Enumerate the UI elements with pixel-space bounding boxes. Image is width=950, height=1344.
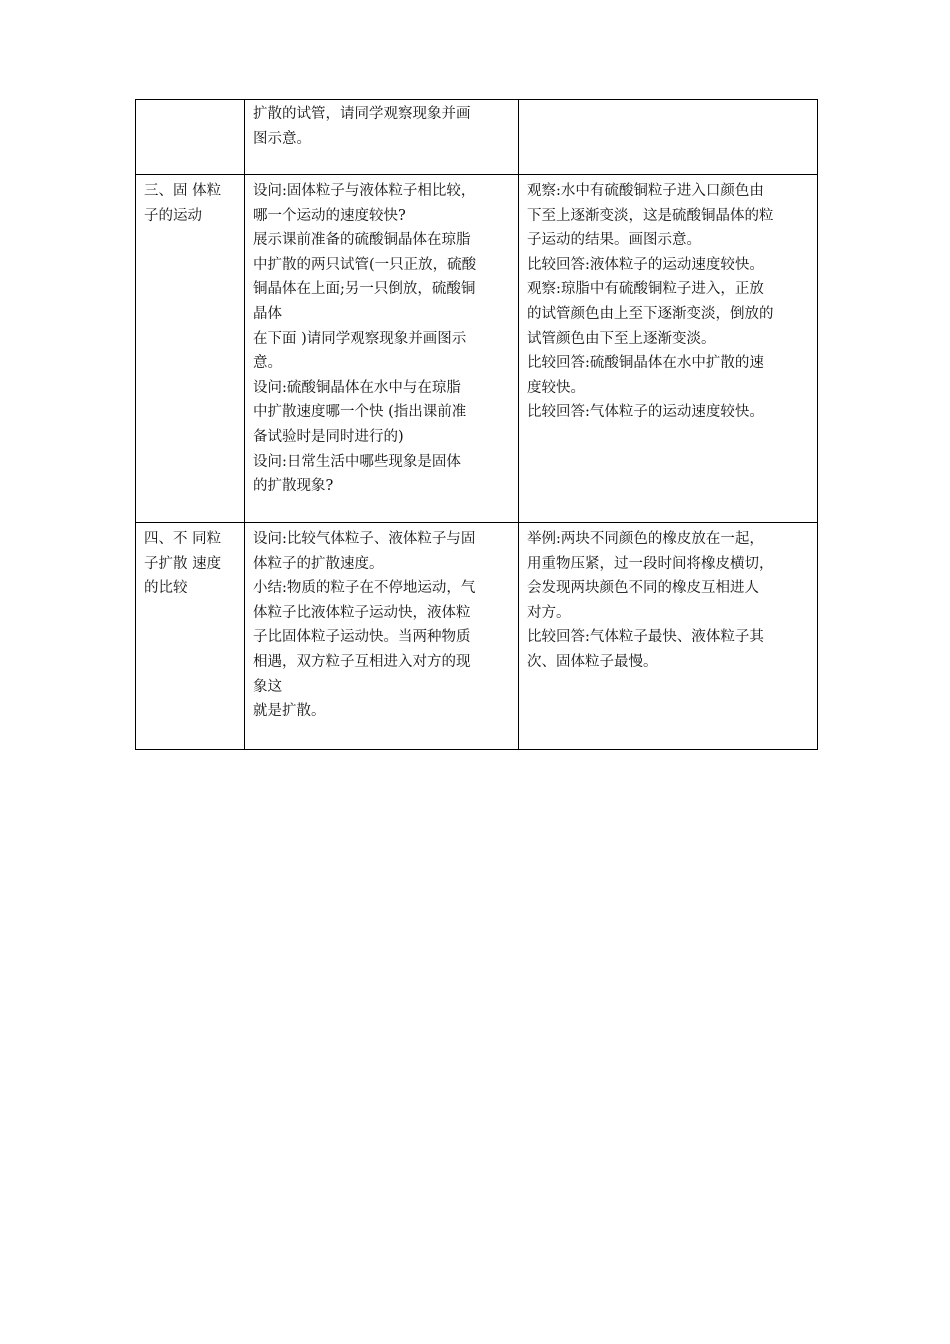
stage-cell: [136, 523, 245, 750]
cell-text-line: 扩散的试管，请同学观察现象并画: [253, 106, 471, 122]
table-row: [136, 175, 818, 523]
activity-cell: [245, 523, 519, 750]
cell-text-line: 用重物压紧，过一段时间将橡皮横切，: [527, 555, 774, 572]
table-row: [136, 523, 818, 750]
cell-text-line: 设问:硫酸铜晶体在水中与在琼脂: [253, 379, 461, 396]
cell-text-line: 中扩散的两只试管(一只正放，硫酸: [253, 256, 477, 273]
cell-text-line: 度较快。: [527, 379, 585, 396]
cell-text-line: 的扩散现象?: [253, 478, 334, 495]
cell-text-line: 下至上逐渐变淡，这是硫酸铜晶体的粒: [527, 207, 774, 224]
cell-text-line: 哪一个运动的速度较快?: [253, 207, 406, 224]
cell-text-line: 比较回答:液体粒子的运动速度较快。: [527, 256, 764, 273]
cell-text-line: 设问:比较气体粒子、液体粒子与固: [253, 531, 476, 547]
cell-text-line: 设问:日常生活中哪些现象是固体: [253, 453, 461, 470]
cell-text-line: 子比固体粒子运动快。当两种物质: [253, 629, 471, 646]
cell-text-line: 子扩散 速度: [144, 555, 222, 572]
cell-text-line: 展示课前准备的硫酸铜晶体在琼脂: [253, 232, 471, 249]
cell-text-line: 就是扩散。: [253, 703, 326, 720]
cell-text-line: 子运动的结果。画图示意。: [527, 232, 701, 249]
cell-text-line: 举例:两块不同颜色的橡皮放在一起，: [527, 531, 764, 547]
cell-text-line: 次、固体粒子最慢。: [527, 653, 658, 670]
cell-text-line: 的比较: [144, 580, 188, 597]
cell-text-line: 备试验时是同时进行的): [253, 428, 404, 445]
student-cell: [519, 175, 818, 523]
cell-text-line: 子的运动: [144, 207, 202, 224]
cell-text-line: 对方。: [527, 604, 571, 621]
cell-text-line: 会发现两块颜色不同的橡皮互相进人: [527, 580, 759, 597]
cell-text-line: 比较回答:硫酸铜晶体在水中扩散的速: [527, 355, 764, 372]
cell-text-line: 观察:琼脂中有硫酸铜粒子进入，正放: [527, 281, 764, 298]
cell-text-line: 的试管颜色由上至下逐渐变淡，倒放的: [527, 305, 774, 322]
student-cell: [519, 100, 818, 175]
student-cell: [519, 523, 818, 750]
cell-text-line: 晶体: [253, 305, 282, 322]
cell-text-line: 图示意。: [253, 130, 311, 147]
stage-cell: [136, 100, 245, 175]
cell-text-line: 比较回答:气体粒子最快、液体粒子其: [527, 629, 764, 646]
cell-text-line: 四、不 同粒: [144, 531, 222, 547]
cell-text-line: 象这: [253, 678, 282, 695]
cell-text-line: 意。: [253, 355, 282, 372]
cell-text-line: 体粒子的扩散速度。: [253, 555, 384, 572]
cell-text-line: 体粒子比液体粒子运动快，液体粒: [253, 604, 471, 621]
cell-text-line: 试管颜色由下至上逐渐变淡。: [527, 330, 716, 347]
activity-cell: [245, 175, 519, 523]
cell-text-line: 中扩散速度哪一个快 (指出课前准: [253, 404, 467, 421]
cell-text-line: 观察:水中有硫酸铜粒子进入口颜色由: [527, 183, 764, 199]
cell-text-line: 在下面 )请同学观察现象并画图示: [253, 330, 467, 347]
lesson-plan-table: [135, 99, 818, 750]
table-row: [136, 100, 818, 175]
activity-cell: [245, 100, 519, 175]
cell-text-line: 小结:物质的粒子在不停地运动，气: [253, 580, 476, 597]
cell-text-line: 铜晶体在上面;另一只倒放，硫酸铜: [253, 281, 476, 298]
cell-text-line: 设问:固体粒子与液体粒子相比较，: [253, 183, 476, 199]
cell-text-line: 比较回答:气体粒子的运动速度较快。: [527, 404, 764, 421]
stage-cell: [136, 175, 245, 523]
cell-text-line: 相遇，双方粒子互相进入对方的现: [253, 653, 471, 670]
cell-text-line: 三、固 体粒: [144, 183, 222, 199]
